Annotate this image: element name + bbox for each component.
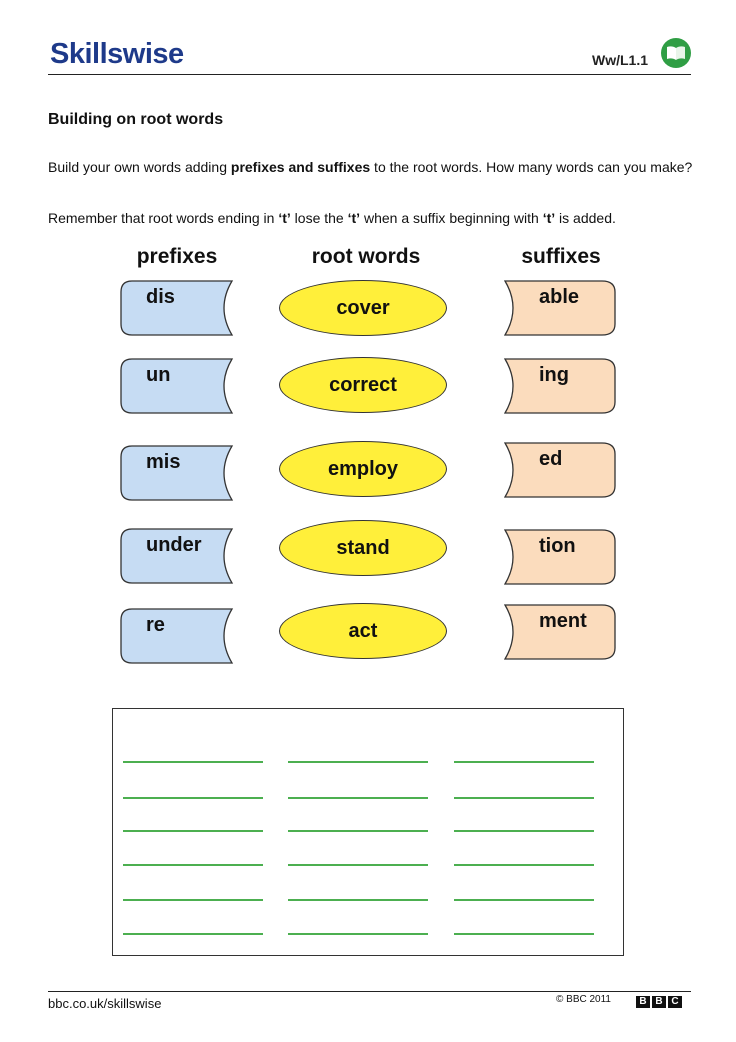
bbc-logo-letter: B	[652, 996, 666, 1008]
suffixes-heading: suffixes	[521, 245, 601, 268]
prefixes-heading: prefixes	[136, 245, 218, 268]
copyright-text: © BBC 2011	[556, 994, 611, 1005]
answer-line[interactable]	[123, 761, 263, 763]
worksheet-code: Ww/L1.1	[591, 52, 648, 68]
prefix-label: mis	[146, 451, 181, 473]
root-word-oval: stand	[279, 520, 447, 576]
instructions-text: Build your own words adding	[48, 159, 231, 175]
reminder-text: lose the	[290, 210, 348, 226]
page-title: Building on root words	[48, 111, 224, 128]
root-words-heading: root words	[311, 245, 421, 268]
bbc-logo-letter: B	[636, 996, 650, 1008]
prefix-card	[120, 608, 240, 664]
answer-line[interactable]	[123, 864, 263, 866]
root-word-oval: cover	[279, 280, 447, 336]
answer-line[interactable]	[288, 830, 428, 832]
suffix-card	[504, 280, 624, 336]
instructions-paragraph	[48, 158, 698, 176]
suffix-card	[504, 442, 624, 498]
suffix-label: ment	[539, 610, 587, 632]
answer-line[interactable]	[454, 864, 594, 866]
reminder-paragraph	[48, 209, 708, 227]
reminder-bold: ‘t’	[542, 210, 556, 226]
bbc-logo	[636, 996, 682, 1008]
prefix-label: re	[146, 614, 165, 636]
answer-line[interactable]	[454, 933, 594, 935]
prefix-label: un	[146, 364, 171, 386]
answer-line[interactable]	[454, 830, 594, 832]
instructions-text: to the root words. How many words can you make?	[370, 159, 693, 175]
root-word-oval: act	[279, 603, 447, 659]
reminder-text: is added.	[555, 210, 616, 226]
prefix-card	[120, 528, 240, 584]
suffix-label: ing	[539, 364, 569, 386]
answer-line[interactable]	[123, 899, 263, 901]
answer-line[interactable]	[123, 797, 263, 799]
answer-box	[112, 708, 624, 956]
prefix-card	[120, 445, 240, 501]
answer-line[interactable]	[454, 797, 594, 799]
answer-line[interactable]	[288, 899, 428, 901]
answer-line[interactable]	[288, 933, 428, 935]
bbc-logo-letter: C	[668, 996, 682, 1008]
suffix-card	[504, 604, 624, 660]
suffix-label: tion	[539, 535, 576, 557]
reminder-bold: ‘t’	[347, 210, 361, 226]
skillswise-logo: Skillswise	[50, 38, 184, 70]
instructions-bold: prefixes and suffixes	[230, 159, 371, 175]
open-book-icon	[661, 38, 691, 68]
reminder-text: when a suffix beginning with	[360, 210, 543, 226]
prefix-card	[120, 280, 240, 336]
suffix-card	[504, 358, 624, 414]
root-word-oval: employ	[279, 441, 447, 497]
footer-divider	[48, 991, 691, 992]
prefix-label: dis	[146, 286, 175, 308]
answer-line[interactable]	[288, 864, 428, 866]
answer-line[interactable]	[288, 761, 428, 763]
prefix-label: under	[146, 534, 202, 556]
answer-line[interactable]	[123, 830, 263, 832]
prefix-card	[120, 358, 240, 414]
footer-url[interactable]: bbc.co.uk/skillswise	[48, 996, 162, 1011]
reminder-bold: ‘t’	[278, 210, 291, 226]
root-word-oval: correct	[279, 357, 447, 413]
suffix-label: able	[539, 286, 580, 308]
answer-line[interactable]	[123, 933, 263, 935]
suffix-label: ed	[539, 448, 563, 470]
answer-line[interactable]	[454, 899, 594, 901]
answer-line[interactable]	[288, 797, 428, 799]
answer-line[interactable]	[454, 761, 594, 763]
header-divider	[48, 74, 691, 75]
reminder-text: Remember that root words ending in	[48, 210, 279, 226]
suffix-card	[504, 529, 624, 585]
